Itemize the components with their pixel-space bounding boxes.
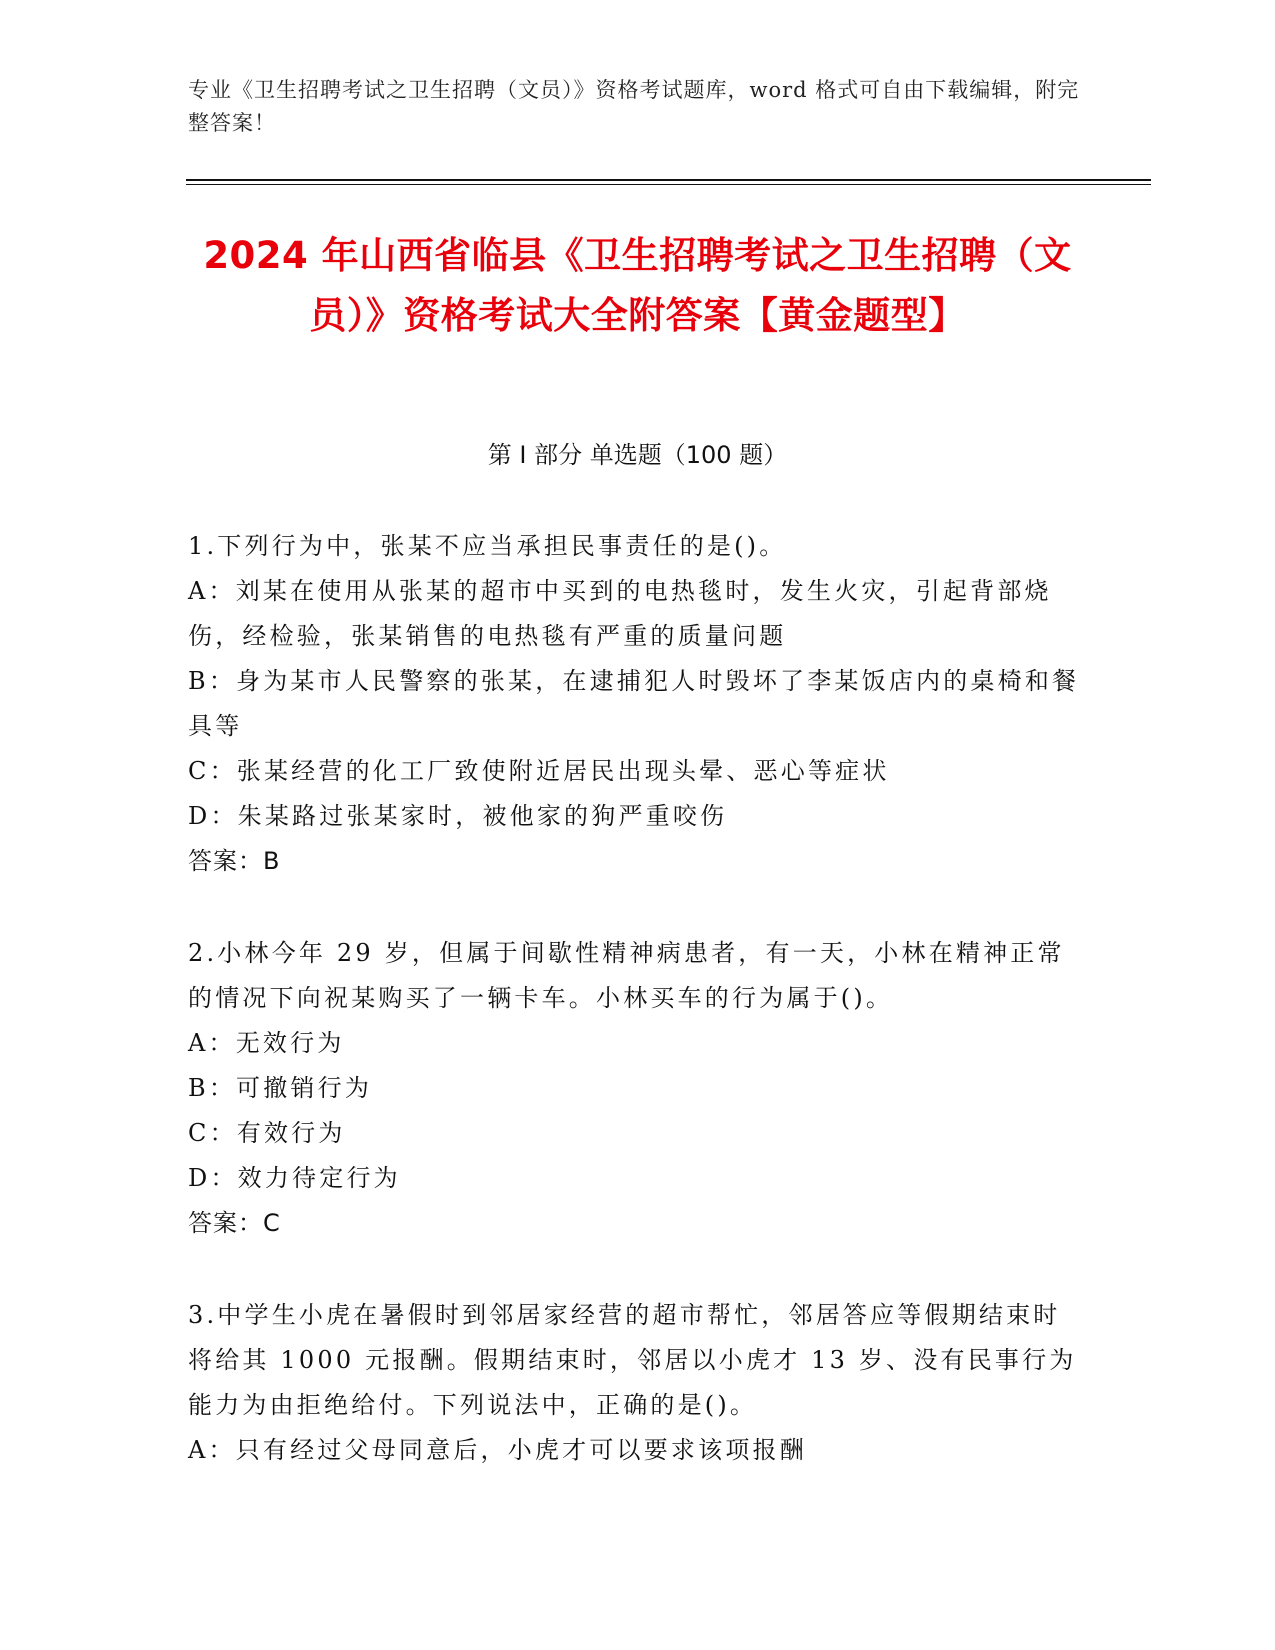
option-a: A：无效行为 bbox=[188, 1029, 345, 1057]
question-list bbox=[188, 524, 1083, 1520]
question-2 bbox=[188, 931, 1083, 1246]
option-a: A：刘某在使用从张某的超市中买到的电热毯时，发生火灾，引起背部烧伤，经检验，张某销售的电热毯有严重的质量问题 bbox=[188, 577, 1052, 650]
question-stem: 1.下列行为中，张某不应当承担民事责任的是()。 bbox=[188, 532, 787, 560]
question-stem: 3.中学生小虎在暑假时到邻居家经营的超市帮忙，邻居答应等假期结束时将给其 1000 元报酬。假期结束时，邻居以小虎才 13 岁、没有民事行为能力为由拒绝给付。下列说法中，正确的是()。 bbox=[188, 1301, 1077, 1419]
header-divider-thin bbox=[186, 184, 1151, 185]
option-c: C：张某经营的化工厂致使附近居民出现头晕、恶心等症状 bbox=[188, 757, 890, 785]
document-title: 2024 年山西省临县《卫生招聘考试之卫生招聘（文员）》资格考试大全附答案【黄金题型】 bbox=[203, 234, 1072, 337]
header-note: 专业《卫生招聘考试之卫生招聘（文员）》资格考试题库，word 格式可自由下载编辑，附完整答案！ bbox=[188, 78, 1080, 135]
question-stem: 2.小林今年 29 岁，但属于间歇性精神病患者，有一天，小林在精神正常的情况下向祝某购买了一辆卡车。小林买车的行为属于()。 bbox=[188, 939, 1065, 1012]
option-d: D：朱某路过张某家时，被他家的狗严重咬伤 bbox=[188, 802, 728, 830]
question-1 bbox=[188, 524, 1083, 884]
section-heading: 第 I 部分 单选题（100 题） bbox=[487, 441, 788, 469]
option-c: C：有效行为 bbox=[188, 1119, 346, 1147]
answer: 答案：C bbox=[188, 1209, 281, 1237]
option-b: B：可撤销行为 bbox=[188, 1074, 373, 1102]
option-d: D：效力待定行为 bbox=[188, 1164, 401, 1192]
question-3 bbox=[188, 1293, 1083, 1473]
option-b: B：身为某市人民警察的张某，在逮捕犯人时毁坏了李某饭店内的桌椅和餐具等 bbox=[188, 667, 1080, 740]
answer: 答案：B bbox=[188, 847, 281, 875]
header-divider bbox=[186, 179, 1151, 181]
option-a: A：只有经过父母同意后，小虎才可以要求该项报酬 bbox=[188, 1436, 807, 1464]
